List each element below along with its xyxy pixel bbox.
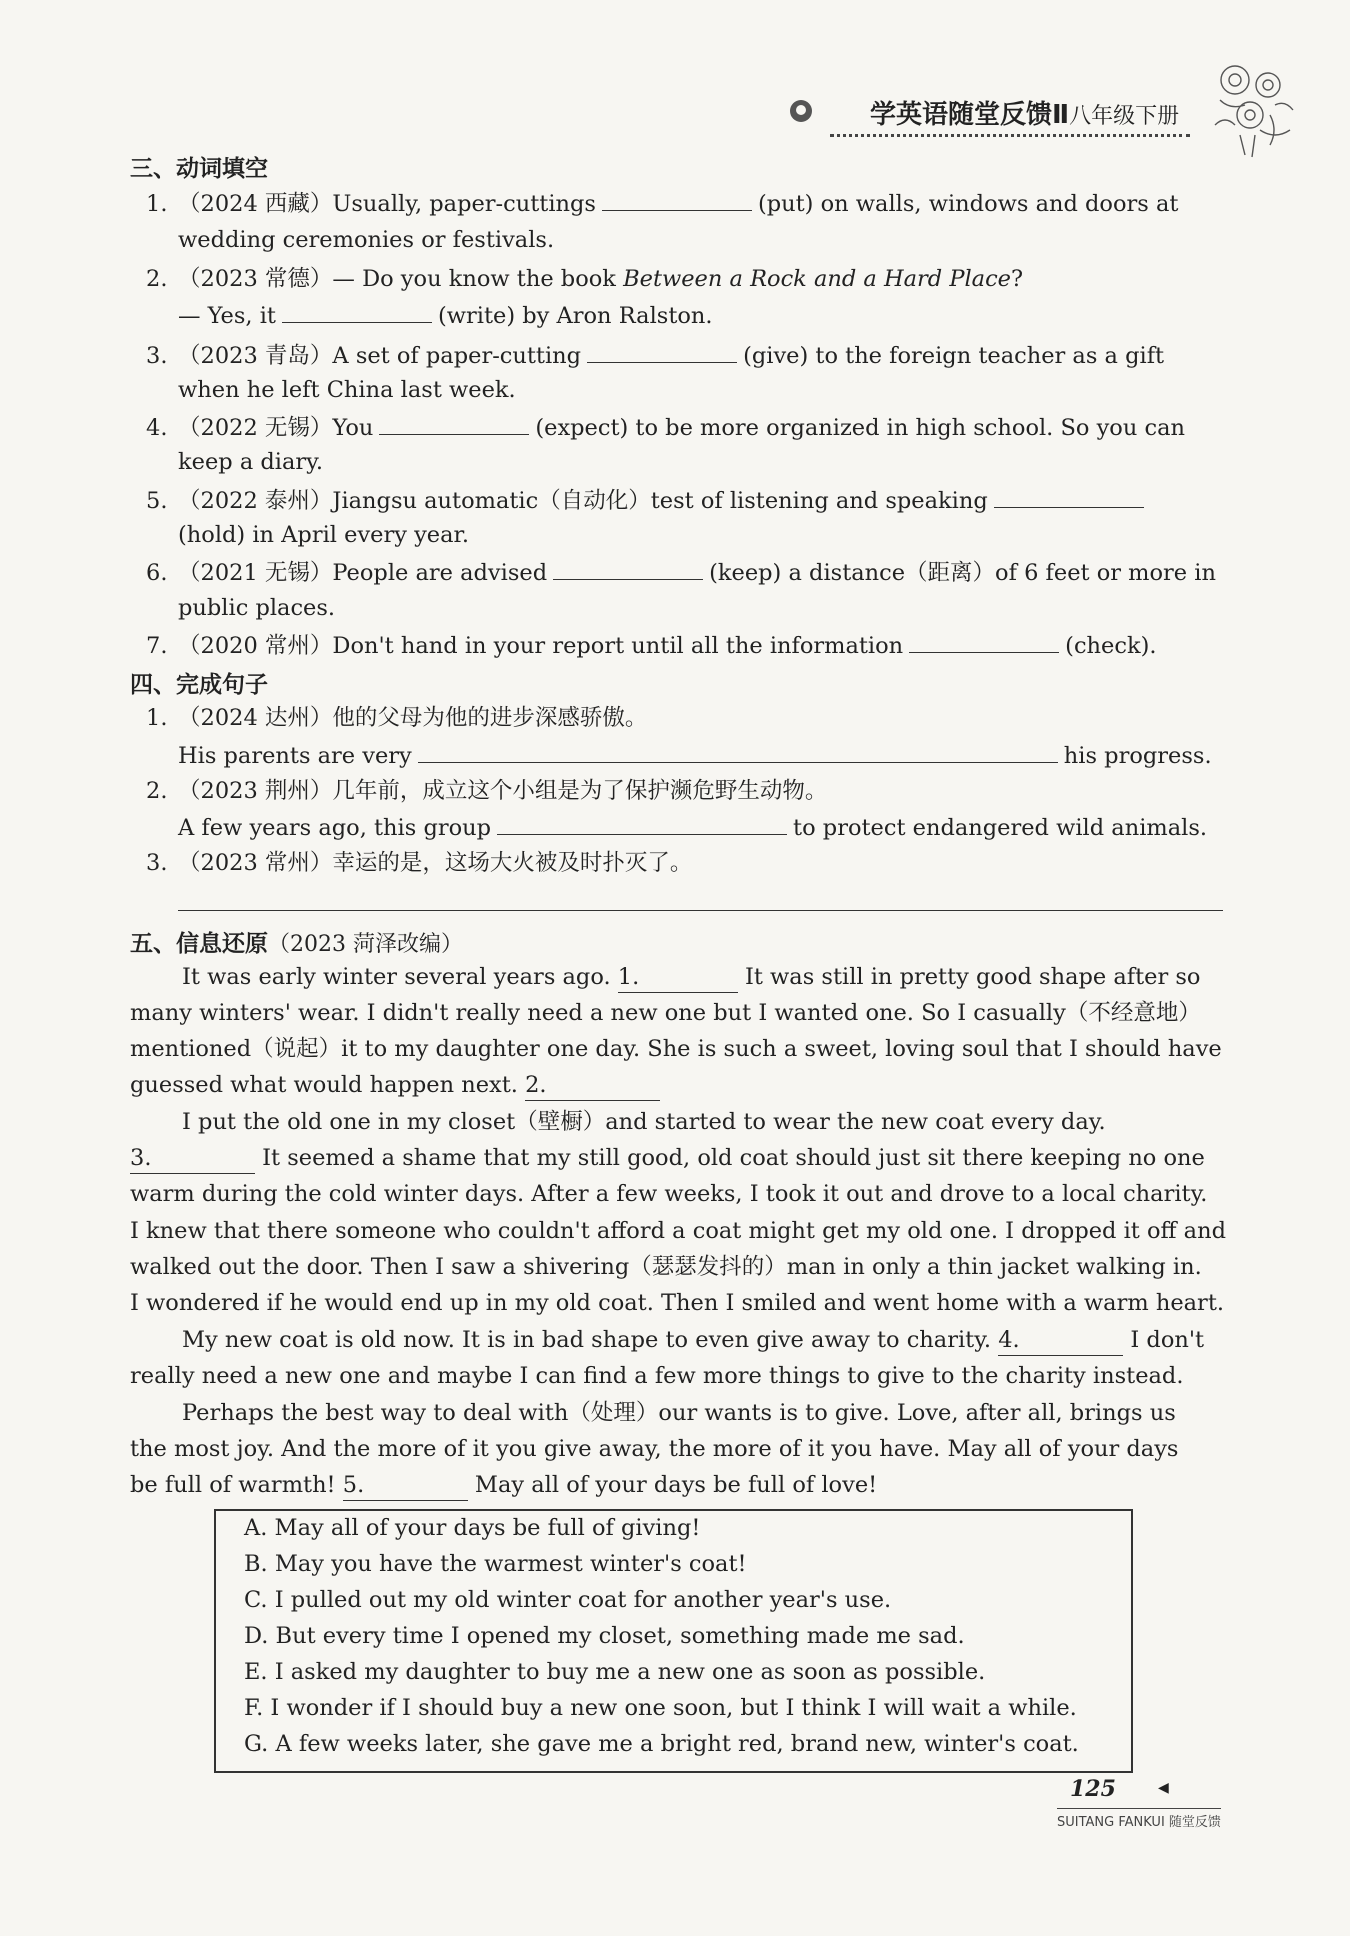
answer-blank[interactable] bbox=[994, 485, 1144, 508]
page-header bbox=[790, 92, 1230, 142]
p4-line-3: be full of warmth! 5. May all of your days be full of love! bbox=[130, 1470, 877, 1501]
p3-line-2: really need a new one and maybe I can find a few more things to give to the charity instead. bbox=[130, 1363, 1184, 1389]
answer-blank[interactable] bbox=[379, 412, 529, 435]
book-title: 学英语随堂反馈Ⅱ八年级下册 bbox=[870, 100, 1180, 130]
passage-blank-1[interactable]: 1. bbox=[618, 962, 738, 993]
q3-item-5-cont: (hold) in April every year. bbox=[178, 522, 469, 548]
p1-line-3: mentioned（说起）it to my daughter one day. She is such a sweet, loving soul that I should have bbox=[130, 1036, 1222, 1062]
p2-line-6: I wondered if he would end up in my old coat. Then I smiled and went home with a warm heart. bbox=[130, 1290, 1225, 1316]
q3-item-6-cont: public places. bbox=[178, 595, 336, 621]
option-d[interactable]: D. But every time I opened my closet, something made me sad. bbox=[244, 1623, 965, 1649]
option-g[interactable]: G. A few weeks later, she gave me a bright red, brand new, winter's coat. bbox=[244, 1731, 1079, 1757]
q3-item-3-cont: when he left China last week. bbox=[178, 377, 516, 403]
passage-blank-3[interactable]: 3. bbox=[130, 1143, 255, 1174]
p1-line-4: guessed what would happen next. 2. bbox=[130, 1070, 660, 1101]
header-dotted-rule bbox=[830, 134, 1190, 137]
q3-item-4: 4. （2022 无锡）You (expect) to be more organized in high school. So you can bbox=[146, 412, 1185, 443]
option-e[interactable]: E. I asked my daughter to buy me a new one as soon as possible. bbox=[244, 1659, 986, 1685]
option-f[interactable]: F. I wonder if I should buy a new one soon, but I think I will wait a while. bbox=[244, 1695, 1077, 1721]
answer-blank[interactable] bbox=[602, 188, 752, 211]
option-b[interactable]: B. May you have the warmest winter's coat! bbox=[244, 1551, 747, 1577]
page-number: 125 bbox=[1070, 1776, 1116, 1802]
answer-blank[interactable] bbox=[909, 630, 1059, 653]
section4-title: 四、完成句子 bbox=[130, 672, 268, 698]
q3-item-4-cont: keep a diary. bbox=[178, 449, 324, 475]
q3-item-5: 5. （2022 泰州）Jiangsu automatic（自动化）test of listening and speaking bbox=[146, 485, 1150, 516]
answer-blank[interactable] bbox=[587, 340, 737, 363]
p4-line-1: Perhaps the best way to deal with（处理）our wants is to give. Love, after all, brings us bbox=[182, 1400, 1176, 1426]
q3-item-6: 6. （2021 无锡）People are advised (keep) a distance（距离）of 6 feet or more in bbox=[146, 557, 1216, 588]
q3-item-3: 3. （2023 青岛）A set of paper-cutting (give) to the foreign teacher as a gift bbox=[146, 340, 1164, 371]
options-box bbox=[214, 1509, 1133, 1773]
answer-blank[interactable] bbox=[497, 812, 787, 835]
answer-line[interactable] bbox=[178, 910, 1223, 911]
passage-blank-5[interactable]: 5. bbox=[343, 1470, 468, 1501]
q4-item-1: 1. （2024 达州）他的父母为他的进步深感骄傲。 bbox=[146, 705, 648, 731]
p1-line-2: many winters' wear. I didn't really need a new one but I wanted one. So I casually（不经意地） bbox=[130, 1000, 1201, 1026]
p3-line-1: My new coat is old now. It is in bad shape to even give away to charity. 4. I don't bbox=[182, 1325, 1204, 1356]
section5-title: 五、信息还原（2023 菏泽改编） bbox=[130, 931, 463, 957]
footer-brand: SUITANG FANKUI 随堂反馈 bbox=[1057, 1808, 1221, 1830]
p2-line-5: walked out the door. Then I saw a shivering（瑟瑟发抖的）man in only a thin jacket walking in. bbox=[130, 1254, 1202, 1280]
passage-blank-4[interactable]: 4. bbox=[998, 1325, 1123, 1356]
q4-item-2-en: A few years ago, this group to protect endangered wild animals. bbox=[178, 812, 1207, 843]
option-c[interactable]: C. I pulled out my old winter coat for another year's use. bbox=[244, 1587, 892, 1613]
section3-title: 三、动词填空 bbox=[130, 156, 268, 182]
p2-line-4: I knew that there someone who couldn't afford a coat might get my old one. I dropped it off and bbox=[130, 1218, 1226, 1244]
passage-blank-2[interactable]: 2. bbox=[525, 1070, 660, 1101]
p1-line-1: It was early winter several years ago. 1. It was still in pretty good shape after so bbox=[182, 962, 1200, 993]
p4-line-2: the most joy. And the more of it you give away, the more of it you have. May all of your days bbox=[130, 1436, 1179, 1462]
flower-ornament-icon bbox=[1200, 55, 1300, 165]
q4-item-3: 3. （2023 常州）幸运的是，这场大火被及时扑灭了。 bbox=[146, 850, 693, 876]
p2-line-2: 3. It seemed a shame that my still good, old coat should just sit there keeping no one bbox=[130, 1143, 1205, 1174]
q3-item-7: 7. （2020 常州）Don't hand in your report until all the information (check). bbox=[146, 630, 1157, 661]
answer-blank[interactable] bbox=[418, 740, 1058, 763]
answer-blank[interactable] bbox=[282, 300, 432, 323]
option-a[interactable]: A. May all of your days be full of giving! bbox=[244, 1515, 701, 1541]
q3-item-1: 1. （2024 西藏）Usually, paper-cuttings (put) on walls, windows and doors at bbox=[146, 188, 1178, 219]
arrow-left-icon: ◀ bbox=[1158, 1780, 1169, 1796]
q3-item-1-cont: wedding ceremonies or festivals. bbox=[178, 227, 555, 253]
q3-item-2-cont: — Yes, it (write) by Aron Ralston. bbox=[178, 300, 713, 331]
q3-item-2: 2. （2023 常德）— Do you know the book Between a Rock and a Hard Place? bbox=[146, 266, 1024, 292]
p2-line-1: I put the old one in my closet（壁橱）and started to wear the new coat every day. bbox=[182, 1109, 1106, 1135]
q4-item-1-en: His parents are very his progress. bbox=[178, 740, 1212, 771]
p2-line-3: warm during the cold winter days. After a few weeks, I took it out and drove to a local charity. bbox=[130, 1181, 1208, 1207]
book-logo-icon bbox=[790, 100, 812, 122]
q4-item-2: 2. （2023 荆州）几年前，成立这个小组是为了保护濒危野生动物。 bbox=[146, 778, 828, 804]
answer-blank[interactable] bbox=[553, 557, 703, 580]
